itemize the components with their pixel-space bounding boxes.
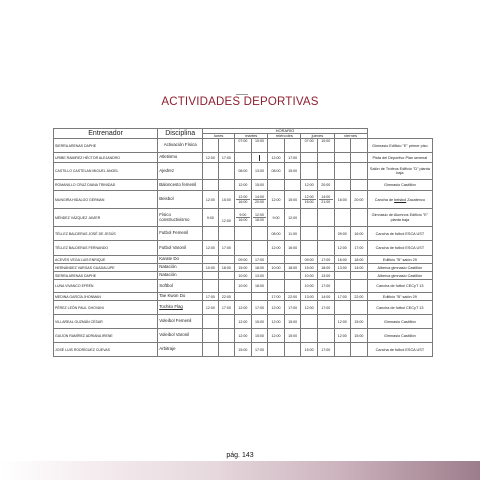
cell	[203, 280, 218, 293]
cell	[301, 209, 318, 227]
coach-name: ROMANILLO CRUZ DIANA TRINIDAD	[54, 180, 158, 191]
discipline: Natación	[158, 272, 203, 280]
cell	[334, 139, 351, 153]
cell	[218, 272, 235, 280]
cell	[317, 209, 334, 227]
time-cell: 09:00	[301, 256, 318, 264]
time-cell: 15:00	[251, 315, 268, 329]
time-cell: 17:00	[251, 343, 268, 357]
cell	[268, 256, 285, 264]
table-row	[54, 272, 433, 280]
time-cell: 17:00	[268, 293, 285, 301]
time-cell: 10:00	[203, 264, 218, 272]
header-location-blank	[367, 129, 432, 139]
time-cell: 17:00	[203, 293, 218, 301]
time-cell	[251, 209, 268, 227]
cell	[284, 272, 301, 280]
discipline: Físico constructivismo	[158, 209, 203, 227]
cell	[268, 139, 285, 153]
time-cell: 15:00	[218, 191, 235, 209]
cell	[203, 139, 218, 153]
table-row	[54, 329, 433, 343]
time-cell: 10:00	[301, 280, 318, 293]
page-title: ACTIVIDADES DEPORTIVAS	[161, 96, 319, 108]
location: Alberca gimnasio Castillón	[367, 272, 432, 280]
header-day-jueves: jueves	[301, 134, 334, 139]
header-disciplina: Disciplina	[158, 129, 203, 139]
time-cell: 12:00	[268, 153, 285, 163]
location: Edificio "B" salón 29	[367, 293, 432, 301]
table-row	[54, 301, 433, 315]
location-underlined-word: beisbol	[394, 197, 407, 202]
time-cell: 13:00	[251, 272, 268, 280]
coach-name: GUIJON RAMÍREZ ADRIANA IRENE	[54, 329, 158, 343]
time-cell: 17:00	[317, 301, 334, 315]
cell	[235, 293, 252, 301]
location: Gimnasio Castillón	[367, 329, 432, 343]
time-cell: 13:00	[301, 293, 318, 301]
time-cell: 16:00	[351, 227, 368, 241]
cell	[218, 343, 235, 357]
cell	[351, 153, 368, 163]
coach-name: ACEVES VEGA LUIS ENRIQUE	[54, 256, 158, 264]
cell	[218, 180, 235, 191]
cell	[351, 280, 368, 293]
time-cell: 12:00	[284, 209, 301, 227]
cell	[235, 227, 252, 241]
cell	[268, 343, 285, 357]
time-cell: 10:00	[268, 264, 285, 272]
table-row	[54, 163, 433, 180]
table-row	[54, 315, 433, 329]
cell	[284, 180, 301, 191]
time: 10:00	[321, 139, 331, 144]
table-row	[54, 139, 433, 153]
time-cell: 14:00	[317, 293, 334, 301]
time-cell: 12:00	[235, 301, 252, 315]
time-cell: 12:00	[203, 241, 218, 256]
cell	[351, 163, 368, 180]
separator-mark	[259, 155, 260, 161]
time-cell: 15:00	[284, 329, 301, 343]
discipline: Tae Kwon Do	[158, 293, 203, 301]
time: 16:00	[236, 217, 250, 222]
time-cell: 12:00	[268, 315, 285, 329]
footer-gradient-band	[0, 461, 480, 480]
location: Cancha de futbol ESCA UST	[367, 241, 432, 256]
coach-name: URIBE RAMIREZ HÉCTOR ALEJANDRO	[54, 153, 158, 163]
time-cell: 15:00	[235, 264, 252, 272]
time-cell: 16:00	[334, 256, 351, 264]
cell	[203, 180, 218, 191]
time-cell: 9:00	[203, 209, 218, 227]
discipline: Karate Do	[158, 256, 203, 264]
time: 12:00	[221, 218, 231, 223]
time-cell: 20:00	[351, 191, 368, 209]
cell	[334, 163, 351, 180]
time-cell: 17:00	[218, 241, 235, 256]
discipline: Voleibol Femenil	[158, 315, 203, 329]
discipline: Arbitraje	[158, 343, 203, 357]
cell	[203, 227, 218, 241]
cell	[218, 163, 235, 180]
time-cell: 12:00	[334, 329, 351, 343]
time: 21:00	[319, 199, 333, 204]
time-cell: 18:00	[351, 256, 368, 264]
cell	[301, 227, 318, 241]
time-cell: 15:00	[284, 191, 301, 209]
coach-name: HERNÁNDEZ VARGAS GUADALUPE	[54, 264, 158, 272]
table-row	[54, 343, 433, 357]
discipline: Softbol	[158, 280, 203, 293]
time-cell: 17:00	[317, 343, 334, 357]
cell	[218, 329, 235, 343]
time-cell: 15:00	[351, 315, 368, 329]
table-row	[54, 227, 433, 241]
time-cell: 15:00	[301, 264, 318, 272]
table-row	[54, 153, 433, 163]
time-cell: 15:00	[351, 329, 368, 343]
cell	[334, 343, 351, 357]
cell	[251, 241, 268, 256]
cell	[203, 343, 218, 357]
location: Pista del Deportivo Plan sexenal	[367, 153, 432, 163]
discipline: Beisbol	[158, 191, 203, 209]
time-cell: 09:00	[235, 256, 252, 264]
page-number: pág. 143	[226, 452, 254, 459]
time-cell: 12:00	[268, 301, 285, 315]
time-cell: 12:00	[268, 241, 285, 256]
time-cell	[301, 139, 318, 153]
time: 12:00	[254, 213, 264, 218]
table-row	[54, 180, 433, 191]
time-cell: 13:00	[334, 264, 351, 272]
time-cell: 16:00	[334, 191, 351, 209]
location: Cancha de beisbol Zacatenco	[367, 191, 432, 209]
time-cell: 12:00	[334, 241, 351, 256]
time-cell: 08:00	[268, 163, 285, 180]
coach-name: PÉREZ LEÓN PAUL GHOVANI	[54, 301, 158, 315]
cell	[351, 139, 368, 153]
discipline: Futbol Varonil	[158, 241, 203, 256]
cell	[334, 301, 351, 315]
time-cell: 9:00	[268, 209, 285, 227]
schedule-table-wrapper	[53, 128, 433, 357]
cell	[317, 163, 334, 180]
cell	[203, 256, 218, 264]
cell	[351, 180, 368, 191]
time: 14:00	[254, 195, 264, 200]
header-entrenador: Entrenador	[54, 129, 158, 139]
time-cell	[218, 209, 235, 227]
cell	[301, 315, 318, 329]
cell	[284, 139, 301, 153]
coach-name: TÉLLEZ BALDERAS JOSÉ DE JESÚS	[54, 227, 158, 241]
time-cell: 18:00	[251, 280, 268, 293]
cell	[268, 180, 285, 191]
title-decoration-line	[236, 94, 248, 95]
cell	[317, 241, 334, 256]
time-cell: 12:00	[235, 180, 252, 191]
location: Alberca gimnasio Castillón	[367, 264, 432, 272]
time: 9:00	[239, 213, 247, 218]
time-cell: 12:00	[268, 329, 285, 343]
cell	[218, 280, 235, 293]
time-cell: 17:00	[251, 301, 268, 315]
time-cell: 10:00	[235, 272, 252, 280]
table-row	[54, 256, 433, 264]
time-cell: 15:00	[251, 329, 268, 343]
time-cell	[251, 191, 268, 209]
cell	[351, 272, 368, 280]
discipline: Voleibol Varonil	[158, 329, 203, 343]
discipline: Tochito Flag	[158, 301, 203, 315]
coach-name: CASTILLO CASTELAN MIGUEL ÁNGEL	[54, 163, 158, 180]
time-cell: 17:00	[317, 280, 334, 293]
location: Cancha de futbol CECyT 13	[367, 301, 432, 315]
location: Edificio "B" salón 29	[367, 256, 432, 264]
cell	[203, 329, 218, 343]
discipline: Baloncesto femenil	[158, 180, 203, 191]
table-row	[54, 241, 433, 256]
coach-name: TÉLLEZ BALDERAS FERNANDO	[54, 241, 158, 256]
time: 16:00	[236, 199, 250, 204]
time-cell: 11:00	[284, 227, 301, 241]
time: 12:00	[238, 195, 248, 200]
time-cell: 17:00	[218, 301, 235, 315]
table-row	[54, 293, 433, 301]
time-cell: 17:00	[334, 293, 351, 301]
time-cell: 18:00	[251, 264, 268, 272]
cell	[268, 272, 285, 280]
time-cell: 22:00	[351, 293, 368, 301]
table-row	[54, 191, 433, 209]
cell	[301, 241, 318, 256]
discipline: Ajedrez	[158, 163, 203, 180]
time: 07:00	[238, 139, 248, 144]
time-cell	[235, 209, 252, 227]
time-cell: 12:00	[334, 315, 351, 329]
location: Cancha de futbol ESCA UST	[367, 343, 432, 357]
time-cell: 16:00	[284, 241, 301, 256]
time-cell: 17:00	[284, 153, 301, 163]
time-cell	[317, 139, 334, 153]
time: 18:00	[253, 217, 267, 222]
cell	[351, 209, 368, 227]
time-cell: 12:00	[235, 315, 252, 329]
coach-name: MUNGIRA HIDALGO GERMAN	[54, 191, 158, 209]
cell	[334, 209, 351, 227]
coach-name: LUNA VIVANCO EFRÉN	[54, 280, 158, 293]
coach-name: MEDINA GARCÍA JHONMAN	[54, 293, 158, 301]
time-cell: 14:00	[351, 264, 368, 272]
header-horario: HORARIO	[203, 129, 368, 134]
cell	[235, 241, 252, 256]
cell	[317, 227, 334, 241]
coach-name: SIERRA ARENAS DAPHE	[54, 272, 158, 280]
cell	[218, 139, 235, 153]
time-cell: 20:00	[317, 180, 334, 191]
time-cell: 15:00	[235, 343, 252, 357]
coach-name: JOSÉ LUIS RODRÍGUEZ CUEVAS	[54, 343, 158, 357]
table-row	[54, 264, 433, 272]
time-cell: 15:00	[284, 315, 301, 329]
time-cell	[235, 139, 252, 153]
cell	[301, 163, 318, 180]
header-day-miercoles: miércoles	[268, 134, 301, 139]
discipline: Atletismo	[158, 153, 203, 163]
time-cell: 13:00	[317, 272, 334, 280]
header-day-martes: martes	[235, 134, 268, 139]
cell	[203, 272, 218, 280]
time-cell: 12:00	[235, 329, 252, 343]
cell	[317, 315, 334, 329]
time-cell: 22:00	[218, 293, 235, 301]
location: Gimnasio Castillón	[367, 315, 432, 329]
time: 16:00	[302, 199, 316, 204]
time-cell: 18:00	[218, 264, 235, 272]
time-cell: 08:00	[268, 227, 285, 241]
discipline: Futbol Femenil	[158, 227, 203, 241]
time-cell: 18:00	[317, 264, 334, 272]
cell	[317, 153, 334, 163]
location: Gimnasio Edificio "E" primer piso	[367, 139, 432, 153]
table-row	[54, 280, 433, 293]
time: 20:00	[253, 199, 267, 204]
cell	[351, 343, 368, 357]
coach-name: MÉNDEZ VÁZQUEZ JAVIER	[54, 209, 158, 227]
time-cell: 12:00	[203, 301, 218, 315]
cell	[351, 301, 368, 315]
time-cell: 12:00	[203, 191, 218, 209]
coach-name: VILLAREAL GUZMÁN CÉSAR	[54, 315, 158, 329]
location: Cancha de futbol ESCA UST	[367, 227, 432, 241]
time-cell	[317, 191, 334, 209]
cell	[251, 227, 268, 241]
time-cell: 08:00	[235, 163, 252, 180]
time-cell: 17:00	[251, 256, 268, 264]
cell	[334, 272, 351, 280]
cell	[334, 280, 351, 293]
location: Cancha de futbol CECyT 13	[367, 280, 432, 293]
location: Gimnasio Castillón	[367, 180, 432, 191]
time-cell: 17:00	[351, 241, 368, 256]
time-cell: 17:00	[284, 301, 301, 315]
cell	[301, 329, 318, 343]
time-cell: 15:00	[251, 180, 268, 191]
cell	[218, 256, 235, 264]
cell	[284, 280, 301, 293]
cell	[235, 153, 252, 163]
time-cell	[251, 139, 268, 153]
header-day-lunes: lunes	[203, 134, 235, 139]
time-cell	[301, 191, 318, 209]
time-cell: 17:00	[317, 256, 334, 264]
time-cell: 18:00	[284, 264, 301, 272]
header-day-viernes: viernes	[334, 134, 367, 139]
cell	[218, 227, 235, 241]
discipline: Activación Física	[158, 139, 203, 153]
cell	[251, 293, 268, 301]
time-cell	[235, 191, 252, 209]
location: Salón de Trofeos Edificio "D" planta baja	[367, 163, 432, 180]
discipline: Natación	[158, 264, 203, 272]
cell	[284, 343, 301, 357]
time: 10:00	[254, 139, 264, 144]
time-cell: 09:00	[334, 227, 351, 241]
time-cell	[251, 153, 268, 163]
time: 14:00	[321, 195, 331, 200]
time-cell: 15:00	[284, 163, 301, 180]
time-cell: 15:00	[301, 343, 318, 357]
cell	[218, 315, 235, 329]
cell	[334, 180, 351, 191]
time: 12:00	[304, 195, 314, 200]
time-cell: 10:00	[235, 280, 252, 293]
cell	[268, 280, 285, 293]
time-cell: 22:00	[284, 293, 301, 301]
time: 07:00	[304, 139, 314, 144]
cell	[317, 329, 334, 343]
time-cell: 12:00	[301, 180, 318, 191]
time-cell: 12:00	[268, 191, 285, 209]
time-cell: 10:00	[301, 272, 318, 280]
cell	[301, 153, 318, 163]
time-cell: 12:00	[301, 301, 318, 315]
cell	[334, 153, 351, 163]
location: Gimnasio de Alumnos Edificio "E" planta baja	[367, 209, 432, 227]
schedule-table	[53, 128, 433, 357]
cell	[203, 315, 218, 329]
cell	[284, 256, 301, 264]
time-cell: 13:00	[251, 163, 268, 180]
table-row	[54, 209, 433, 227]
cell	[203, 163, 218, 180]
coach-name: SIERRA ARENAS DAPHE	[54, 139, 158, 153]
time-cell: 12:00	[203, 153, 218, 163]
time-cell: 17:00	[218, 153, 235, 163]
